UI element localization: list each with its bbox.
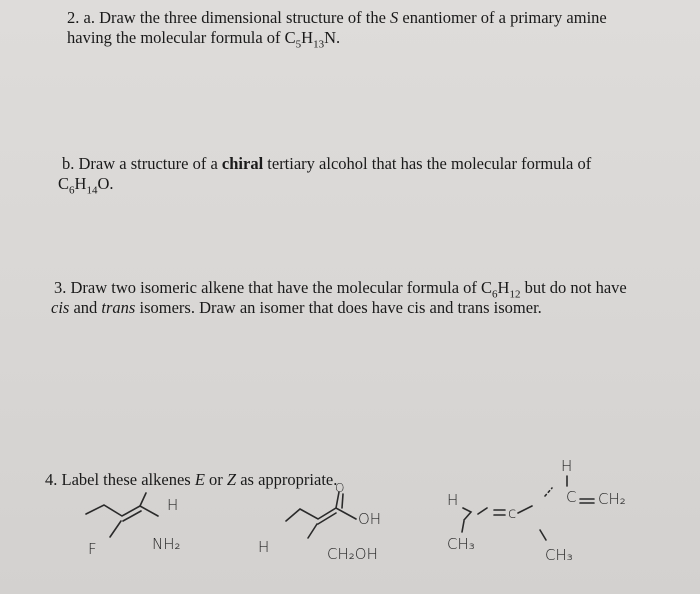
question-text: having the molecular formula of C <box>67 28 296 47</box>
m2-o-label: O <box>335 481 345 495</box>
subscript: 5 <box>295 38 302 51</box>
m3-c2-label: C <box>566 488 577 506</box>
question-text: and <box>73 298 98 317</box>
enantiomer-label: S <box>390 8 399 27</box>
m3-c1-label: c <box>508 504 517 522</box>
m1-nh2-label: NH₂ <box>152 535 181 553</box>
formula-element: H <box>301 28 314 47</box>
subscript: 6 <box>492 288 498 301</box>
formula-element: C <box>58 174 70 193</box>
question-number: 2. a. <box>67 8 95 27</box>
m2-oh-label: OH <box>358 510 382 528</box>
label-z: Z <box>226 470 237 489</box>
question-text: b. Draw a structure of a <box>62 154 218 173</box>
question-text: tertiary alcohol that has the molecular formula of <box>267 154 592 173</box>
formula-element: O. <box>97 174 114 193</box>
question-text: or <box>209 470 223 489</box>
m2-h-label: H <box>258 538 270 556</box>
question-text: as appropriate. <box>240 470 338 489</box>
question-text: isomers. Draw an isomer that does have cis and trans isomer. <box>139 298 542 317</box>
emphasis-chiral: chiral <box>221 154 264 173</box>
emphasis-trans: trans <box>101 298 136 317</box>
formula-element: H <box>74 174 87 193</box>
m3-h-top-label: H <box>561 457 573 475</box>
subscript: 6 <box>69 184 75 197</box>
molecule-2-bonds <box>286 492 356 538</box>
subscript: 14 <box>86 184 98 197</box>
m3-ch3-left-label: CH₃ <box>447 535 475 553</box>
subscript: 13 <box>313 38 325 51</box>
m2-ch2oh-label: CH₂OH <box>327 545 378 563</box>
question-text: 4. Label these alkenes <box>45 470 191 489</box>
question-text: but do not have <box>524 278 627 297</box>
m3-ch3-right-label: CH₃ <box>545 546 573 564</box>
formula-element: H <box>497 278 510 297</box>
question-text: Draw the three dimensional structure of the <box>99 8 386 27</box>
m1-f-label: F <box>88 540 97 558</box>
molecule-3-bonds <box>462 476 594 540</box>
label-e: E <box>194 470 205 489</box>
question-text: 3. Draw two isomeric alkene that have the molecular formula of C <box>54 278 493 297</box>
m3-h-left-label: H <box>447 491 459 509</box>
emphasis-cis: cis <box>51 298 70 317</box>
formula-element: N. <box>324 28 341 47</box>
subscript: 12 <box>509 288 521 301</box>
question-text: enantiomer of a primary amine <box>402 8 607 27</box>
m3-ch2-label: CH₂ <box>598 490 626 508</box>
molecule-1-bonds <box>86 493 158 537</box>
m1-h-label: H <box>167 496 179 514</box>
